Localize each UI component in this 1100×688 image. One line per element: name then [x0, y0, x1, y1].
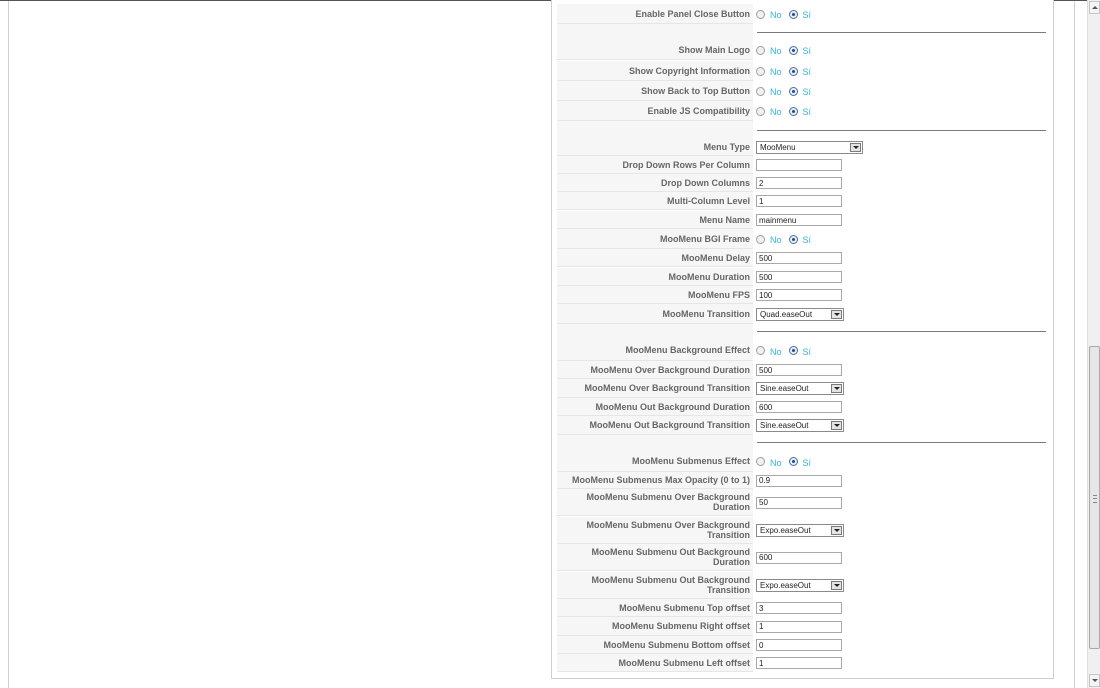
setting-row: [557, 572, 1046, 599]
radio-no[interactable]: [756, 46, 765, 55]
setting-control: [756, 249, 842, 267]
setting-row: [557, 249, 1046, 267]
section-separator: [757, 331, 1046, 332]
setting-row: [557, 489, 1046, 516]
radio-no[interactable]: [756, 457, 765, 466]
grip-icon: [1093, 495, 1097, 503]
select-value: MooMenu: [760, 142, 796, 152]
setting-control: [756, 489, 842, 516]
setting-control: [756, 286, 842, 304]
setting-row: [557, 361, 1046, 379]
radio-no-label[interactable]: No: [770, 67, 782, 77]
radio-yes[interactable]: [789, 87, 798, 96]
setting-label: Drop Down Columns: [557, 174, 753, 192]
setting-label: MooMenu Transition: [557, 304, 753, 324]
setting-label: MooMenu Out Background Transition: [557, 416, 753, 435]
setting-control: [756, 617, 842, 636]
setting-control: [756, 81, 818, 101]
radio-yes-label[interactable]: Sí: [802, 46, 812, 56]
setting-row: [557, 211, 1046, 229]
setting-input[interactable]: [756, 271, 842, 283]
setting-label: MooMenu BGI Frame: [557, 229, 753, 249]
setting-input[interactable]: [756, 159, 842, 171]
setting-label: Drop Down Rows Per Column: [557, 156, 753, 174]
setting-row: [557, 599, 1046, 617]
setting-row: [557, 379, 1046, 398]
select-value: Quad.easeOut: [760, 309, 813, 319]
setting-control: [756, 654, 842, 672]
setting-control: [756, 4, 818, 24]
setting-row: [557, 81, 1046, 101]
setting-label: MooMenu Submenus Max Opacity (0 to 1): [557, 472, 753, 489]
setting-row: [557, 304, 1046, 324]
setting-label: MooMenu Over Background Transition: [557, 379, 753, 398]
setting-label: MooMenu Submenu Left offset: [557, 654, 753, 672]
setting-control: [756, 517, 844, 544]
setting-row: [557, 636, 1046, 654]
setting-row: [557, 517, 1046, 544]
setting-control: [756, 451, 818, 472]
setting-control: [756, 40, 818, 60]
setting-control: [756, 211, 842, 229]
setting-label: Menu Name: [557, 211, 753, 229]
setting-input[interactable]: [756, 177, 842, 189]
setting-label: Show Main Logo: [557, 40, 753, 60]
setting-control: [756, 101, 818, 121]
setting-input[interactable]: [756, 289, 842, 301]
setting-control: [756, 268, 842, 286]
setting-control: [756, 229, 818, 249]
setting-control: [756, 472, 842, 489]
setting-control: [756, 192, 842, 210]
setting-select[interactable]: [756, 141, 863, 154]
radio-yes-label[interactable]: Sí: [802, 67, 812, 77]
setting-input[interactable]: [756, 195, 842, 207]
radio-yes[interactable]: [789, 235, 798, 244]
radio-no[interactable]: [756, 235, 765, 244]
setting-input[interactable]: [756, 252, 842, 264]
select-value: Expo.easeOut: [760, 581, 811, 590]
setting-row: [557, 229, 1046, 249]
scroll-up-arrow-icon[interactable]: [1089, 1, 1100, 14]
setting-row: [557, 398, 1046, 416]
radio-no-label[interactable]: No: [770, 235, 782, 245]
setting-label: MooMenu Submenus Effect: [557, 451, 753, 472]
radio-no-label[interactable]: No: [770, 10, 782, 20]
select-value: Sine.easeOut: [760, 421, 809, 430]
setting-input[interactable]: [756, 657, 842, 669]
setting-label: MooMenu Delay: [557, 249, 753, 267]
dropdown-arrow-icon[interactable]: [850, 143, 861, 152]
setting-input[interactable]: [756, 401, 842, 413]
setting-select[interactable]: [756, 524, 844, 537]
dropdown-arrow-icon[interactable]: [831, 581, 842, 590]
setting-label: Enable Panel Close Button: [557, 4, 753, 24]
setting-select[interactable]: [756, 579, 844, 592]
scrollbar-thumb[interactable]: [1089, 346, 1100, 649]
scroll-down-arrow-icon[interactable]: [1089, 674, 1100, 687]
setting-control: [756, 599, 842, 617]
setting-control: [756, 379, 844, 398]
radio-no-label[interactable]: No: [770, 46, 782, 56]
select-value: Expo.easeOut: [760, 526, 811, 535]
setting-label: MooMenu Submenu Out Background Duration: [557, 544, 753, 571]
setting-row: [557, 340, 1046, 361]
radio-no-label[interactable]: No: [770, 107, 782, 117]
radio-yes-label[interactable]: Sí: [802, 107, 812, 117]
setting-row: [557, 192, 1046, 210]
radio-no[interactable]: [756, 87, 765, 96]
radio-yes-label[interactable]: Sí: [802, 457, 812, 468]
content-left-border: [8, 1, 9, 688]
setting-control: [756, 636, 842, 654]
setting-input[interactable]: [756, 497, 842, 509]
setting-label: Multi-Column Level: [557, 192, 753, 210]
setting-row: [557, 451, 1046, 472]
setting-label: MooMenu Duration: [557, 268, 753, 286]
setting-row: [557, 472, 1046, 489]
setting-row: [557, 416, 1046, 435]
setting-label: MooMenu FPS: [557, 286, 753, 304]
setting-row: [557, 174, 1046, 192]
setting-input[interactable]: [756, 364, 842, 376]
setting-label: MooMenu Submenu Out Background Transition: [557, 572, 753, 599]
setting-input[interactable]: [756, 602, 842, 614]
setting-row: [557, 101, 1046, 121]
setting-control: [756, 156, 842, 174]
radio-yes-label[interactable]: Sí: [802, 235, 812, 245]
setting-label: Show Back to Top Button: [557, 81, 753, 101]
radio-yes[interactable]: [789, 46, 798, 55]
setting-label: MooMenu Submenu Top offset: [557, 599, 753, 617]
setting-input[interactable]: [756, 621, 842, 633]
radio-yes-label[interactable]: Sí: [802, 87, 812, 97]
dropdown-arrow-icon[interactable]: [831, 421, 842, 430]
setting-control: [756, 572, 844, 599]
setting-select[interactable]: [756, 308, 844, 321]
setting-input[interactable]: [756, 475, 842, 487]
radio-yes[interactable]: [789, 67, 798, 76]
setting-row: [557, 138, 1046, 156]
setting-row: [557, 544, 1046, 571]
setting-row: [557, 268, 1046, 286]
vertical-scrollbar[interactable]: [1087, 0, 1100, 688]
setting-row: [557, 654, 1046, 672]
setting-label: MooMenu Submenu Over Background Duration: [557, 489, 753, 516]
setting-control: [756, 174, 842, 192]
section-separator: [757, 442, 1046, 443]
setting-label: MooMenu Submenu Bottom offset: [557, 636, 753, 654]
setting-row: [557, 40, 1046, 60]
section-separator: [757, 32, 1046, 33]
select-value: Sine.easeOut: [760, 384, 809, 393]
radio-yes[interactable]: [789, 10, 798, 19]
setting-control: [756, 304, 844, 324]
setting-row: [557, 617, 1046, 636]
setting-label: MooMenu Submenu Over Background Transition: [557, 517, 753, 544]
setting-row: [557, 61, 1046, 81]
setting-label: Menu Type: [557, 138, 753, 156]
dropdown-arrow-icon[interactable]: [831, 310, 842, 319]
radio-no-label[interactable]: No: [770, 346, 782, 357]
radio-no[interactable]: [756, 107, 765, 116]
setting-input[interactable]: [756, 552, 842, 564]
setting-input[interactable]: [756, 214, 842, 226]
dropdown-arrow-icon[interactable]: [831, 384, 842, 393]
setting-row: [557, 156, 1046, 174]
setting-control: [756, 398, 842, 416]
radio-no[interactable]: [756, 346, 765, 355]
setting-label: MooMenu Over Background Duration: [557, 361, 753, 379]
dropdown-arrow-icon[interactable]: [831, 526, 842, 535]
setting-control: [756, 138, 863, 156]
setting-row: [557, 4, 1046, 24]
section-separator: [757, 130, 1046, 131]
setting-label: Enable JS Compatibility: [557, 101, 753, 121]
setting-input[interactable]: [756, 639, 842, 651]
setting-row: [557, 286, 1046, 304]
radio-yes[interactable]: [789, 457, 798, 466]
radio-no[interactable]: [756, 10, 765, 19]
radio-yes[interactable]: [789, 346, 798, 355]
setting-control: [756, 416, 844, 435]
radio-no[interactable]: [756, 67, 765, 76]
setting-label: MooMenu Background Effect: [557, 340, 753, 361]
radio-yes-label[interactable]: Sí: [802, 10, 812, 20]
setting-select[interactable]: [756, 419, 844, 432]
setting-control: [756, 544, 842, 571]
setting-select[interactable]: [756, 382, 844, 395]
setting-control: [756, 361, 842, 379]
content-right-border: [1074, 1, 1075, 688]
setting-label: MooMenu Submenu Right offset: [557, 617, 753, 636]
radio-yes-label[interactable]: Sí: [802, 346, 812, 357]
radio-no-label[interactable]: No: [770, 457, 782, 468]
setting-control: [756, 340, 818, 361]
setting-label: MooMenu Out Background Duration: [557, 398, 753, 416]
setting-label: Show Copyright Information: [557, 61, 753, 81]
radio-yes[interactable]: [789, 107, 798, 116]
setting-control: [756, 61, 818, 81]
radio-no-label[interactable]: No: [770, 87, 782, 97]
